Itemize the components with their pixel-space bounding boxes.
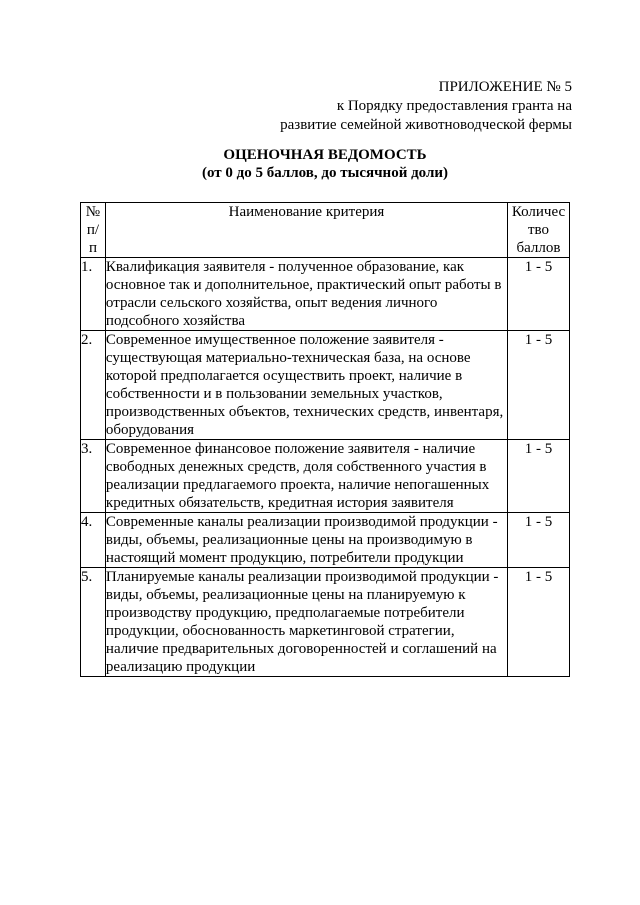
- column-header-number: [81, 203, 106, 258]
- score-range: 1 - 5: [508, 513, 570, 568]
- document-title-main: ОЦЕНОЧНАЯ ВЕДОМОСТЬ: [223, 147, 427, 163]
- table-row: [81, 440, 570, 513]
- row-number: 3.: [81, 440, 106, 513]
- table-header-row: [81, 203, 570, 258]
- appendix-number: ПРИЛОЖЕНИЕ № 5: [438, 79, 572, 95]
- row-number: 2.: [81, 331, 106, 440]
- document-title: [80, 146, 570, 182]
- column-header-number-line: №: [85, 204, 101, 220]
- score-range: 1 - 5: [508, 331, 570, 440]
- score-range: 1 - 5: [508, 258, 570, 331]
- column-header-score: [508, 203, 570, 258]
- document-title-subtitle: (от 0 до 5 баллов, до тысячной доли): [201, 165, 449, 181]
- appendix-reference-line2: развитие семейной животноводческой фермы: [280, 117, 572, 133]
- table-row: [81, 331, 570, 440]
- criteria-table: [80, 202, 570, 677]
- criterion-text: Современное финансовое положение заявителя - наличие свободных денежных средств, доля собственного участия в реализации предлагаемого проекта, наличие непогашенных кредитных обязательств, кредитная история заявителя: [105, 440, 507, 513]
- criterion-text: Планируемые каналы реализации производимой продукции - виды, объемы, реализационные цены на планируемую к производству продукцию, предполагаемые потребители продукции, обоснованность маркетинговой стратегии, наличие предварительных договоренностей и соглашений на реализацию продукции: [105, 568, 507, 677]
- table-row: [81, 258, 570, 331]
- column-header-score-line: баллов: [516, 240, 561, 256]
- column-header-score-line: Количес: [511, 204, 566, 220]
- column-header-number-line: п/: [86, 222, 100, 238]
- row-number: 1.: [81, 258, 106, 331]
- column-header-score-line: тво: [527, 222, 550, 238]
- score-range: 1 - 5: [508, 440, 570, 513]
- column-header-criterion: Наименование критерия: [105, 203, 507, 258]
- score-range: 1 - 5: [508, 568, 570, 677]
- criterion-text: Современные каналы реализации производимой продукции - виды, объемы, реализационные цены на производимую в настоящий момент продукцию, потребители продукции: [105, 513, 507, 568]
- row-number: 4.: [81, 513, 106, 568]
- row-number: 5.: [81, 568, 106, 677]
- criterion-text: Современное имущественное положение заявителя - существующая материально-техническая база, на основе которой предполагается осуществить проект, наличие в собственности и в пользовании земельных участков, производственных объектов, технических средств, инвентаря, оборудования: [105, 331, 507, 440]
- criterion-text: Квалификация заявителя - полученное образование, как основное так и дополнительное, практический опыт работы в отрасли сельского хозяйства, опыт ведения личного подсобного хозяйства: [105, 258, 507, 331]
- table-row: [81, 568, 570, 677]
- column-header-number-line: п: [88, 240, 97, 256]
- table-row: [81, 513, 570, 568]
- appendix-header: [280, 78, 572, 135]
- appendix-reference-line1: к Порядку предоставления гранта на: [336, 98, 572, 114]
